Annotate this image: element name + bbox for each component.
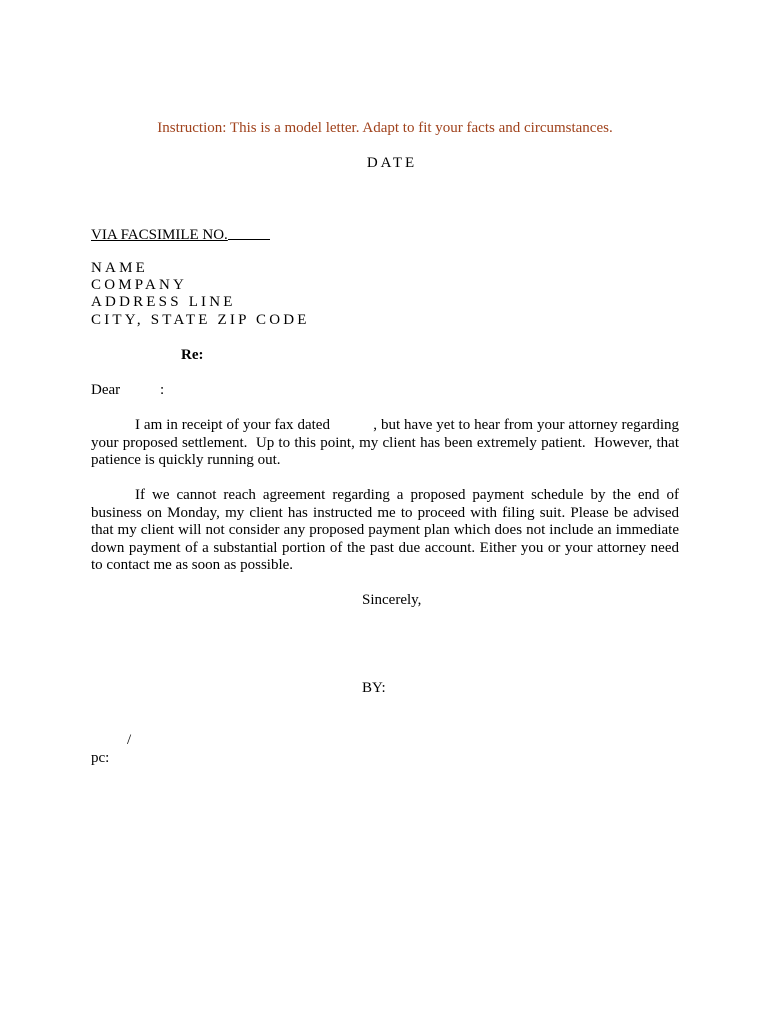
pc-line: pc: bbox=[91, 750, 110, 766]
body-paragraph-2: If we cannot reach agreement regarding a proposed payment schedule by the end of business on Monday, my client has instructed me to proceed with filing suit. Please be advised that my client will not consider any proposed payment plan which does not include an immediate down payment of a substantial portion of the past due account. Either you or your attorney need to contact me as soon as possible. bbox=[91, 487, 679, 573]
recipient-city-state-zip: CITY, STATE ZIP CODE bbox=[91, 312, 310, 328]
salutation-colon: : bbox=[160, 382, 165, 398]
fax-label: VIA FACSIMILE NO. bbox=[91, 227, 228, 243]
body-paragraph-1: I am in receipt of your fax dated , but have yet to hear from your attorney regarding your proposed settlement. Up to this point, my client has been extremely patient. However, that patience is quickly running out. bbox=[91, 417, 683, 468]
closing: Sincerely, bbox=[362, 592, 422, 608]
recipient-name: NAME bbox=[91, 260, 148, 276]
initials-slash: / bbox=[127, 732, 132, 748]
recipient-company: COMPANY bbox=[91, 277, 188, 293]
fax-number-blank bbox=[228, 225, 270, 240]
signature-by-line: BY: bbox=[362, 680, 386, 696]
re-line: Re: bbox=[181, 347, 204, 363]
instruction-note: Instruction: This is a model letter. Adapt to fit your facts and circumstances. bbox=[157, 120, 613, 136]
fax-line bbox=[91, 225, 270, 244]
recipient-address: ADDRESS LINE bbox=[91, 294, 236, 310]
letter-date: DATE bbox=[366, 155, 418, 171]
salutation: Dear bbox=[91, 382, 121, 398]
